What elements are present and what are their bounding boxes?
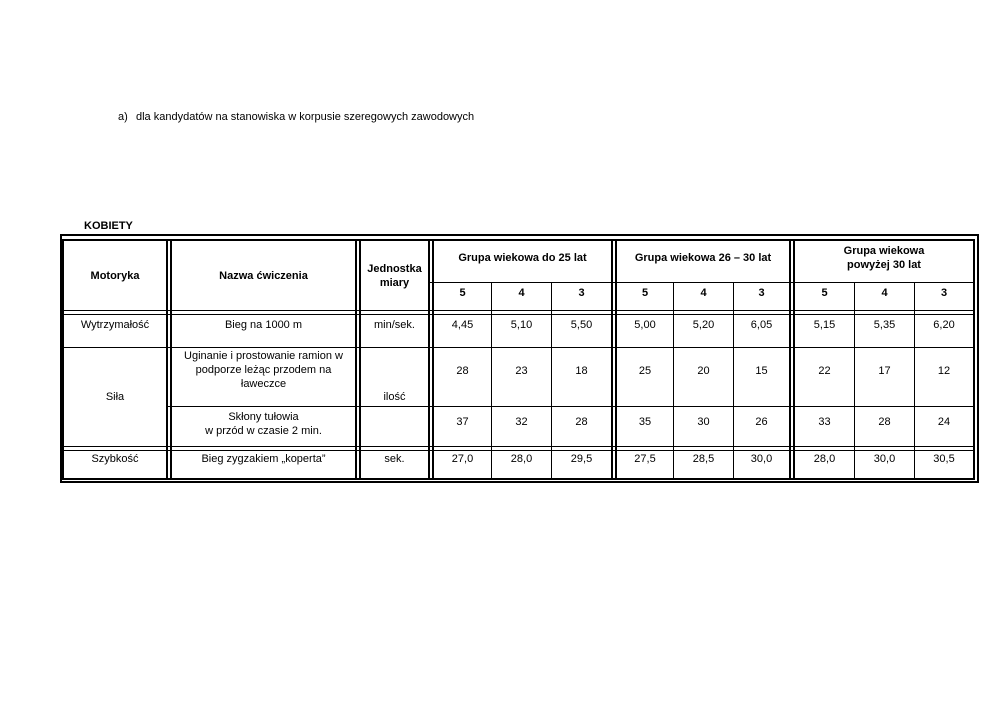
- value-cell: 18: [575, 365, 588, 377]
- value-cell: 28,0: [510, 453, 533, 465]
- header-group-3: Grupa wiekowa powyżej 30 lat: [843, 244, 925, 271]
- value-cell: 5,50: [570, 319, 593, 331]
- value-cell: 33: [818, 416, 831, 428]
- value-cell: 15: [755, 365, 768, 377]
- grid-line: [355, 239, 357, 479]
- value-cell: 27,5: [634, 453, 656, 465]
- header-jednostka: Jednostka miary: [367, 262, 422, 289]
- grade-header: 3: [578, 287, 585, 299]
- value-cell: 35: [638, 416, 652, 428]
- grade-header: 4: [881, 287, 888, 299]
- value-cell: 12: [937, 365, 951, 377]
- header-group-1: Grupa wiekowa do 25 lat: [458, 251, 587, 264]
- grid-line: [166, 239, 168, 479]
- value-cell: 30: [697, 416, 710, 428]
- unit-cell: min/sek.: [374, 319, 415, 331]
- value-cell: 32: [515, 416, 528, 428]
- value-cell: 23: [515, 365, 528, 377]
- grade-header: 4: [518, 287, 525, 299]
- value-cell: 24: [937, 416, 951, 428]
- value-cell: 5,35: [873, 319, 896, 331]
- grid-line: [62, 310, 975, 311]
- value-cell: 6,05: [750, 319, 773, 331]
- value-cell: 30,0: [750, 453, 773, 465]
- grade-header: 5: [459, 287, 466, 299]
- exercise-cell: Uginanie i prostowanie ramion w podporze leżąc przodem na ławeczce: [184, 350, 343, 390]
- motoryka-cell: Siła: [105, 391, 125, 403]
- unit-cell: ilość: [383, 391, 406, 403]
- intro-item: [118, 111, 474, 123]
- grid-line: [789, 239, 791, 479]
- header-group-2: Grupa wiekowa 26 – 30 lat: [634, 251, 772, 264]
- value-cell: 25: [638, 365, 652, 377]
- grid-line: [973, 239, 975, 479]
- grade-header: 5: [641, 287, 649, 299]
- value-cell: 26: [755, 416, 768, 428]
- value-cell: 30,0: [873, 453, 896, 465]
- grade-header: 3: [758, 287, 765, 299]
- exercise-cell: Skłony tułowia w przód w czasie 2 min.: [205, 411, 322, 437]
- value-cell: 5,00: [634, 319, 656, 331]
- value-cell: 28: [878, 416, 891, 428]
- header-nazwa: Nazwa ćwiczenia: [219, 269, 308, 282]
- section-title: KOBIETY: [84, 220, 133, 232]
- exercise-cell: Bieg zygzakiem „koperta”: [201, 453, 326, 465]
- exercise-cell: Bieg na 1000 m: [224, 319, 303, 331]
- value-cell: 28: [575, 416, 588, 428]
- value-cell: 28,5: [692, 453, 715, 465]
- intro-label: a): [118, 111, 128, 123]
- grade-header: 4: [700, 287, 707, 299]
- value-cell: 4,45: [451, 319, 474, 331]
- motoryka-cell: Wytrzymałość: [80, 319, 150, 331]
- header-motoryka: Motoryka: [90, 269, 140, 282]
- value-cell: 37: [456, 416, 469, 428]
- value-cell: 5,20: [692, 319, 715, 331]
- intro-text: dla kandydatów na stanowiska w korpusie szeregowych zawodowych: [136, 111, 475, 123]
- unit-cell: sek.: [384, 453, 405, 465]
- value-cell: 22: [818, 365, 831, 377]
- grid-line: [611, 239, 613, 479]
- grade-header: 3: [940, 287, 948, 299]
- grid-line: [62, 478, 975, 480]
- value-cell: 27,0: [451, 453, 474, 465]
- value-cell: 20: [697, 365, 710, 377]
- value-cell: 5,10: [510, 319, 533, 331]
- motoryka-cell: Szybkość: [91, 453, 139, 465]
- grid-line: [428, 239, 430, 479]
- value-cell: 6,20: [933, 319, 955, 331]
- value-cell: 30,5: [933, 453, 955, 465]
- fitness-table: [60, 234, 979, 483]
- grade-header: 5: [821, 287, 828, 299]
- value-cell: 28: [456, 365, 469, 377]
- value-cell: 17: [878, 365, 891, 377]
- grid-line: [62, 446, 975, 447]
- value-cell: 28,0: [813, 453, 836, 465]
- value-cell: 29,5: [570, 453, 593, 465]
- value-cell: 5,15: [813, 319, 836, 331]
